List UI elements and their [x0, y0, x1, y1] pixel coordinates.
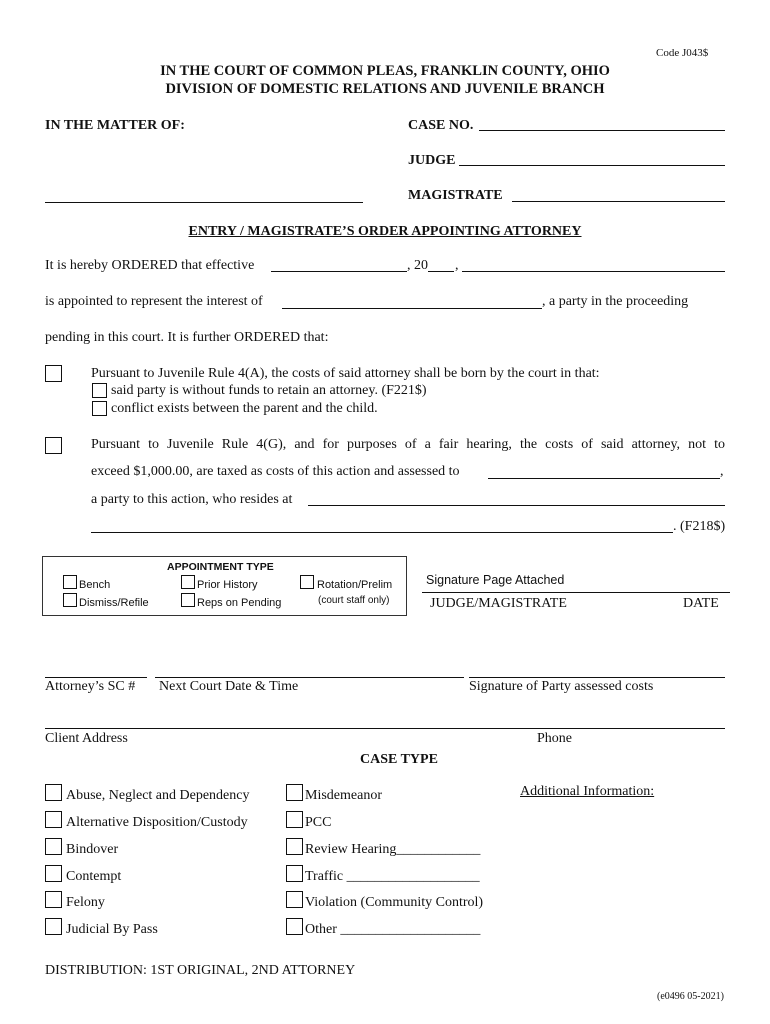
case-abuse-label: Abuse, Neglect and Dependency [66, 788, 250, 803]
rotation-checkbox[interactable] [300, 575, 314, 589]
rule-4g-line2: exceed $1,000.00, are taxed as costs of this action and assessed to [91, 464, 460, 479]
f218-text: . (F218$) [673, 519, 726, 534]
case-violation-checkbox[interactable] [286, 891, 303, 908]
rule-4g-checkbox[interactable] [45, 437, 62, 454]
case-alternative-checkbox[interactable] [45, 811, 62, 828]
party-signature-field[interactable] [469, 677, 725, 678]
rule-4g-text: Pursuant to Juvenile Rule 4(G), and for purposes of a fair hearing, the costs of said attorney, not to [91, 437, 725, 452]
pending-text: pending in this court. It is further ORDERED that: [45, 330, 329, 345]
matter-label: IN THE MATTER OF: [45, 118, 185, 133]
rule-4a-text: Pursuant to Juvenile Rule 4(A), the costs of said attorney shall be born by the court in that: [91, 366, 600, 381]
ordered-effective-text: It is hereby ORDERED that effective [45, 258, 255, 273]
case-no-field[interactable] [479, 130, 725, 131]
rotation-note: (court staff only) [318, 595, 390, 606]
rule-4g-line3: a party to this action, who resides at [91, 492, 293, 507]
form-number: (e0496 05-2021) [657, 991, 724, 1002]
appointment-type-title: APPOINTMENT TYPE [167, 561, 274, 573]
no-funds-text: said party is without funds to retain an attorney. (F221$) [111, 383, 427, 398]
conflict-checkbox[interactable] [92, 401, 107, 416]
case-judicial-label: Judicial By Pass [66, 922, 158, 937]
case-no-label: CASE NO. [408, 118, 474, 133]
interest-party-field[interactable] [282, 308, 542, 309]
prior-history-label: Prior History [197, 579, 258, 591]
distribution-text: DISTRIBUTION: 1ST ORIGINAL, 2ND ATTORNEY [45, 963, 356, 978]
resides-at-field[interactable] [308, 505, 725, 506]
case-abuse-checkbox[interactable] [45, 784, 62, 801]
case-bindover-label: Bindover [66, 842, 119, 857]
reps-label: Reps on Pending [197, 597, 282, 609]
year-prefix: , 20 [407, 258, 428, 273]
bench-checkbox[interactable] [63, 575, 77, 589]
address-continued-field[interactable] [91, 532, 673, 533]
case-review-checkbox[interactable] [286, 838, 303, 855]
case-review-label: Review Hearing____________ [305, 842, 481, 857]
court-header-line1: IN THE COURT OF COMMON PLEAS, FRANKLIN COUNTY, OHIO [160, 63, 610, 79]
document-title: ENTRY / MAGISTRATE’S ORDER APPOINTING ATTORNEY [188, 224, 582, 239]
phone-label: Phone [537, 731, 572, 746]
case-bindover-checkbox[interactable] [45, 838, 62, 855]
case-other-checkbox[interactable] [286, 918, 303, 935]
bench-label: Bench [79, 579, 111, 591]
case-contempt-label: Contempt [66, 869, 122, 884]
year-field[interactable] [428, 271, 454, 272]
attorney-sc-field[interactable] [45, 677, 147, 678]
client-address-field[interactable] [45, 728, 725, 729]
case-other-label: Other ____________________ [305, 922, 481, 937]
attorney-name-field[interactable] [462, 271, 725, 272]
effective-date-field[interactable] [271, 271, 407, 272]
party-signature-label: Signature of Party assessed costs [469, 679, 654, 694]
judge-label: JUDGE [408, 153, 456, 168]
form-code: Code J043$ [656, 47, 709, 59]
prior-history-checkbox[interactable] [181, 575, 195, 589]
judge-signature-field[interactable] [422, 592, 730, 593]
dismiss-checkbox[interactable] [63, 593, 77, 607]
case-traffic-label: Traffic ___________________ [305, 869, 480, 884]
date-label: DATE [683, 596, 719, 611]
matter-name-field[interactable] [45, 202, 363, 203]
case-judicial-checkbox[interactable] [45, 918, 62, 935]
reps-checkbox[interactable] [181, 593, 195, 607]
no-funds-checkbox[interactable] [92, 383, 107, 398]
case-felony-label: Felony [66, 895, 105, 910]
attorney-sc-label: Attorney’s SC # [45, 679, 136, 694]
judge-magistrate-label: JUDGE/MAGISTRATE [430, 596, 567, 611]
next-court-date-field[interactable] [155, 677, 464, 678]
rule-4a-checkbox[interactable] [45, 365, 62, 382]
appointed-text: is appointed to represent the interest of [45, 294, 263, 309]
additional-info-label: Additional Information: [520, 784, 655, 799]
magistrate-label: MAGISTRATE [408, 188, 503, 203]
rotation-label: Rotation/Prelim [317, 579, 393, 591]
case-alternative-label: Alternative Disposition/Custody [66, 815, 248, 830]
assessed-to-field[interactable] [488, 478, 720, 479]
client-address-label: Client Address [45, 731, 128, 746]
party-proceeding-text: , a party in the proceeding [542, 294, 689, 309]
case-traffic-checkbox[interactable] [286, 865, 303, 882]
signature-page-attached: Signature Page Attached [426, 573, 565, 587]
case-pcc-label: PCC [305, 815, 332, 830]
case-misdemeanor-checkbox[interactable] [286, 784, 303, 801]
dismiss-label: Dismiss/Refile [79, 597, 149, 609]
conflict-text: conflict exists between the parent and the child. [111, 401, 378, 416]
comma-text: , [455, 258, 459, 273]
judge-field[interactable] [459, 165, 725, 166]
next-court-label: Next Court Date & Time [159, 679, 299, 694]
case-violation-label: Violation (Community Control) [305, 895, 484, 910]
court-header-line2: DIVISION OF DOMESTIC RELATIONS AND JUVENILE BRANCH [165, 81, 605, 97]
magistrate-field[interactable] [512, 201, 725, 202]
case-pcc-checkbox[interactable] [286, 811, 303, 828]
case-contempt-checkbox[interactable] [45, 865, 62, 882]
case-misdemeanor-label: Misdemeanor [305, 788, 382, 803]
case-type-title: CASE TYPE [360, 752, 438, 767]
rule-4g-line2-end: , [720, 464, 724, 479]
case-felony-checkbox[interactable] [45, 891, 62, 908]
